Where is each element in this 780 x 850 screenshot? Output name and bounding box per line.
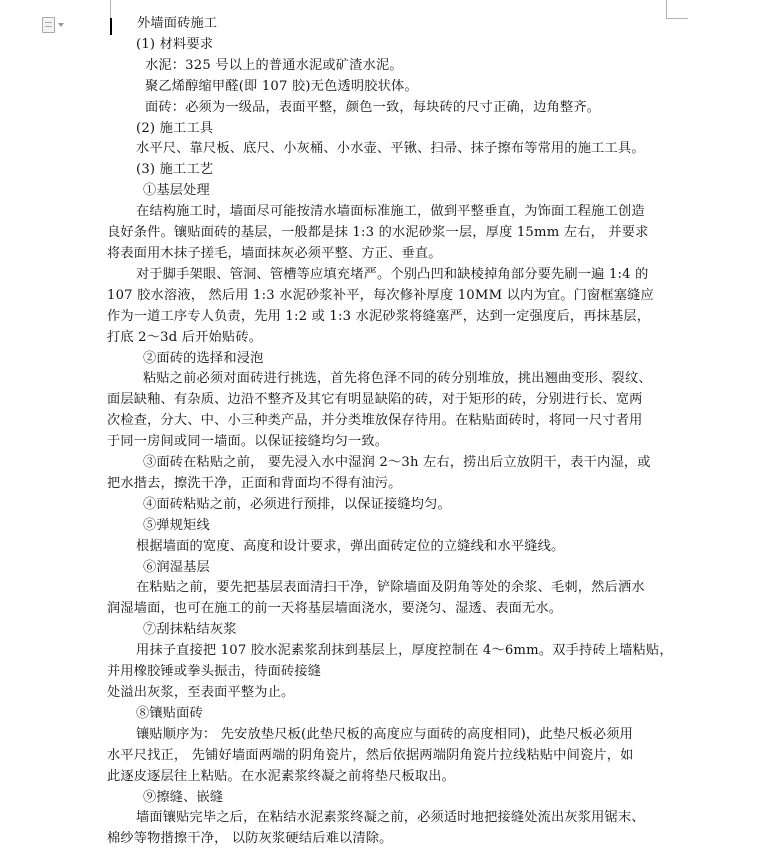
document-line: 水泥：325 号以上的普通水泥或矿渣水泥。 bbox=[145, 57, 403, 73]
document-line: ①基层处理 bbox=[143, 183, 210, 199]
document-line: 水平尺找正， 先铺好墙面两端的阴角瓷片，然后依据两端阴角瓷片拉线粘贴中间瓷片，如 bbox=[107, 747, 634, 763]
document-line: ⑧镶贴面砖 bbox=[136, 705, 203, 721]
document-line: 聚乙烯醇缩甲醛(即 107 胶)无色透明胶状体。 bbox=[145, 78, 418, 94]
document-line: 镶贴顺序为： 先安放垫尺板(此垫尺板的高度应与面砖的高度相同)，此垫尺板必须用 bbox=[136, 726, 634, 742]
document-line: 把水揩去，擦洗干净，正面和背面均不得有油污。 bbox=[107, 475, 402, 491]
document-line: 在粘贴之前，要先把基层表面清扫干净，铲除墙面及阴角等处的余浆、毛刺，然后洒水 bbox=[136, 580, 645, 596]
document-line: ⑥润湿基层 bbox=[143, 559, 210, 575]
document-line: ⑤弹规矩线 bbox=[143, 517, 210, 533]
document-line: 于同一房间或同一墙面。以保证接缝均匀一致。 bbox=[107, 434, 389, 450]
document-line: 次检查，分大、中、小三种类产品，并分类堆放保存待用。在粘贴面砖时，将同一尺寸者用 bbox=[107, 413, 643, 429]
document-page[interactable] bbox=[107, 14, 672, 850]
document-line: 用抹子直接把 107 胶水泥素浆刮抹到基层上，厚度控制在 4～6mm。双手持砖上墙粘贴， bbox=[136, 643, 673, 659]
document-line: ⑦刮抹粘结灰浆 bbox=[143, 622, 237, 638]
chevron-down-icon[interactable] bbox=[58, 23, 64, 27]
document-line: (1) 材料要求 bbox=[136, 36, 214, 52]
document-line: 根据墙面的宽度、高度和设计要求，弹出面砖定位的立缝线和水平缝线。 bbox=[136, 538, 565, 554]
document-icon[interactable] bbox=[42, 17, 55, 33]
document-line: 对于脚手架眼、管洞、管槽等应填充堵严。个别凸凹和缺棱掉角部分要先刷一遍 1:4 的 bbox=[136, 266, 649, 282]
document-line: 润湿墙面，也可在施工的前一天将基层墙面浇水，要浇匀、湿透、表面无水。 bbox=[107, 601, 563, 617]
document-line: 粘贴之前必须对面砖进行挑选，首先将色泽不同的砖分别堆放，挑出翘曲变形、裂纹、 bbox=[143, 371, 652, 387]
document-line: (3) 施工工艺 bbox=[136, 162, 214, 178]
document-line: 将表面用木抹子搓毛，墙面抹灰必须平整、方正、垂直。 bbox=[107, 245, 442, 261]
document-line: 外墙面砖施工 bbox=[137, 16, 218, 31]
document-line: 面砖：必须为一级品，表面平整，颜色一致，每块砖的尺寸正确，边角整齐。 bbox=[145, 99, 601, 115]
document-line: 在结构施工时，墙面尽可能按清水墙面标准施工，做到平整垂直，为饰面工程施工创造 bbox=[136, 204, 645, 220]
document-line: ④面砖粘贴之前，必须进行预排，以保证接缝均匀。 bbox=[143, 496, 451, 512]
document-line: 并用橡胶锤或拳头振击，待面砖接缝 bbox=[107, 664, 322, 680]
document-line: ③面砖在粘贴之前， 要先浸入水中湿润 2～3h 左右，捞出后立放阴干，表干内湿，或 bbox=[143, 455, 651, 471]
document-line: 作为一道工序专人负责，先用 1:2 或 1:3 水泥砂浆将缝塞严，达到一定强度后，再抹基层， bbox=[107, 308, 651, 324]
document-line: 水平尺、靠尺板、底尺、小灰桶、小水壶、平锹、扫帚、抹子擦布等常用的施工工具。 bbox=[136, 141, 645, 157]
document-line: 墙面镶贴完毕之后，在粘结水泥素浆终凝之前，必须适时地把接缝处流出灰浆用锯末、 bbox=[136, 810, 645, 826]
document-line: 棉纱等物揩擦干净， 以防灰浆硬结后难以清除。 bbox=[107, 831, 393, 847]
document-line: 此逐皮逐层往上粘贴。在水泥素浆终凝之前将垫尺板取出。 bbox=[107, 768, 456, 784]
document-line: 打底 2～3d 后开始贴砖。 bbox=[107, 329, 263, 345]
document-line: ⑨擦缝、嵌缝 bbox=[143, 789, 224, 805]
document-line: 面层缺釉、有杂质、边沿不整齐及其它有明显缺陷的砖，对于矩形的砖，分别进行长、宽两 bbox=[107, 392, 643, 408]
document-menu[interactable] bbox=[42, 17, 64, 33]
document-line: 处溢出灰浆，至表面平整为止。 bbox=[107, 685, 295, 700]
document-line: 107 胶水溶液， 然后用 1:3 水泥砂浆补平，每次修补厚度 10MM 以内为宜。门窗框塞缝应 bbox=[107, 287, 654, 303]
document-line: 良好条件。镶贴面砖的基层，一般都是抹 1:3 的水泥砂浆一层，厚度 15mm 左右， 并要求 bbox=[107, 225, 649, 241]
document-line: ②面砖的选择和浸泡 bbox=[143, 350, 264, 366]
document-line: (2) 施工工具 bbox=[136, 120, 214, 136]
